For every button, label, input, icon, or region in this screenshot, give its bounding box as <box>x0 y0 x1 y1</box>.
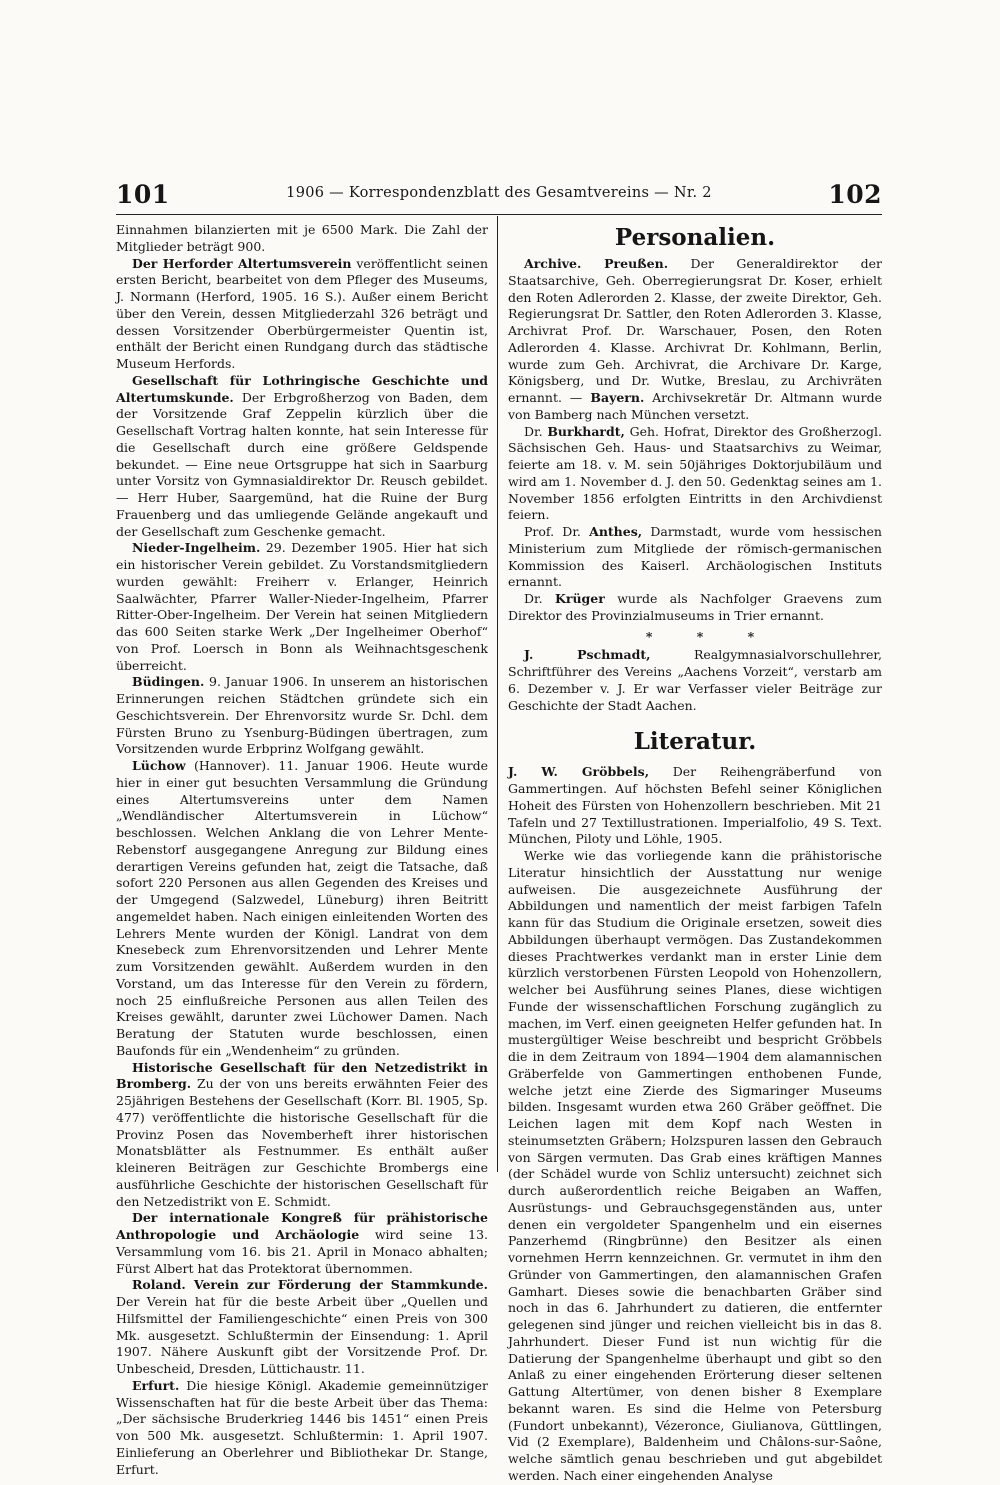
paragraph: Lüchow (Hannover). 11. Januar 1906. Heute wurde hier in einer gut besuchten Versammlung die Gründung eines Altertumsvereins unter dem Namen „Wendländischer Altertumsverein in Lüchow“ beschlossen. Welchen Anklang die von Lehrer Mente-Rebenstorf ausgegangene Anregung zur Bildung eines derartigen Vereins gefunden hat, zeigt die Tatsache, daß sofort 220 Personen aus allen Gegenden des Kreises und der Umgegend (Salzwedel, Lüneburg) ihren Beitritt angemeldet haben. Nach einigen einleitenden Worten des Lehrers Mente wurden der Königl. Landrat von dem Knesebeck zum Ehrenvorsitzenden und Lehrer Mente zum Vorsitzenden gewählt. Außerdem wurden in den Vorstand, um das Interesse für den Verein zu fördern, noch 25 einflußreiche Personen aus allen Teilen des Kreises gewählt, darunter zwei Lüchower Damen. Nach Beratung der Statuten wurde beschlossen, einen Baufonds für ein „Wendenheim“ zu gründen. <box>116 758 488 1058</box>
paragraph: J. W. Gröbbels, Der Reihengräberfund von Gammertingen. Auf höchsten Befehl seiner Königlichen Hoheit des Fürsten von Hohenzollern beschrieben. Mit 21 Tafeln und 27 Textillustrationen. Imperialfolio, 49 S. Text. München, Piloty und Löhle, 1905. <box>508 764 882 847</box>
paragraph-lead: Lüchow <box>132 758 186 773</box>
paragraph: Der internationale Kongreß für prähistorische Anthropologie und Archäologie wird seine 13. Versammlung vom 16. bis 21. April in Monaco abhalten; Fürst Albert hat das Protektorat übernommen. <box>116 1210 488 1276</box>
paragraph: Roland. Verein zur Förderung der Stammkunde. Der Verein hat für die beste Arbeit über „Quellen und Hilfsmittel der Familiengeschichte“ einen Preis von 300 Mk. ausgesetzt. Schlußtermin der Einsendung: 1. April 1907. Nähere Auskunft gibt der Vorsitzende Prof. Dr. Unbescheid, Dresden, Lüttichaustr. 11. <box>116 1277 488 1376</box>
paragraph-lead: Historische Gesellschaft für den Netzedistrikt in Bromberg. <box>116 1059 488 1092</box>
right-column <box>508 222 882 1485</box>
header-title: 1906 — Korrespondenzblatt des Gesamtvereins — Nr. 2 <box>286 185 712 201</box>
paragraph: Prof. Dr. Anthes, Darmstadt, wurde vom hessischen Ministerium zum Mitgliede der römisch-germanischen Kommission des Kaiserl. Archäologischen Instituts ernannt. <box>508 524 882 590</box>
paragraph: Büdingen. 9. Januar 1906. In unserem an historischen Erinnerungen reichen Städtchen gründete sich ein Geschichtsverein. Der Ehrenvorsitz wurde Sr. Dchl. dem Fürsten Bruno zu Ysenburg-Büdingen übertragen, zum Vorsitzenden wurde Erbprinz Wolfgang gewählt. <box>116 674 488 757</box>
section-heading-personalien: Personalien. <box>614 224 776 251</box>
section-separator: * * * <box>645 628 775 644</box>
paragraph: Historische Gesellschaft für den Netzedistrikt in Bromberg. Zu der von uns bereits erwähnten Feier des 25jährigen Bestehens der Gesellschaft (Korr. Bl. 1905, Sp. 477) veröffentlichte die historische Gesellschaft für die Provinz Posen das Novemberheft ihrer historischen Monatsblätter als Festnummer. Es enthält außer kleineren Beiträgen zur Geschichte Brombergs eine ausführliche Geschichte der historischen Gesellschaft für den Netzedistrikt von E. Schmidt. <box>116 1059 488 1209</box>
paragraph: Werke wie das vorliegende kann die prähistorische Literatur hinsichtlich der Ausstattung nur wenige aufweisen. Die ausgezeichnete Ausführung der Abbildungen und namentlich der meist farbigen Tafeln kann für das Studium die Originale ersetzen, soweit dies Abbildungen überhaupt vermögen. Das Zustandekommen dieses Prachtwerkes verdankt man in erster Linie dem kürzlich verstorbenen Fürsten Leopold von Hohenzollern, welcher bei Ausführung seines Planes, diese wichtigen Funde der wissenschaftlichen Forschung zugänglich zu machen, im Verf. einen geeigneten Helfer gefunden hat. In mustergültiger Weise beschreibt und bespricht Gröbbels die in dem Zeitraum von 1894—1904 dem alamannischen Gräberfelde von Gammertingen enthobenen Funde, welche jetzt eine Zierde des Sigmaringer Museums bilden. Insgesamt wurden etwa 260 Gräber geöffnet. Die Leichen lagen mit dem Kopf nach Westen in steinumsetzten Gräbern; Holzspuren lassen den Gebrauch von Särgen vermuten. Das Grab eines kräftigen Mannes (der Schädel wurde von Schliz untersucht) zeichnet sich durch außerordentlich reiche Beigaben an Waffen, Ausrüstungs- und Gebrauchsgegenständen aus, unter denen ein vergoldeter Spangenhelm und ein eisernes Panzerhemd (Ringbrünne) den Besitzer als einen vornehmen Herrn kennzeichnen. Gr. vermutet in ihm den Gründer von Gammertingen, den alamannischen Grafen Gamhart. Dieses sowie die benachbarten Gräber sind noch in das 6. Jahrhundert zu datieren, die entfernter gelegenen sind jünger und reichen vielleicht bis in das 8. Jahrhundert. Dieser Fund ist nun wichtig für die Datierung der Spangenhelme überhaupt und gibt so den Anlaß zu einer eingehenden Erörterung dieser seltenen Gattung Altertümer, von denen bisher 8 Exemplare bekannt waren. Es sind die Helme von Petersburg (Fundort unbekannt), Vézeronce, Giulianova, Güttlingen, Vid (2 Exemplare), Baldenheim und Châlons-sur-Saône, welche sämtlich genau beschrieben und gut abgebildet werden. Nach einer eingehenden Analyse <box>508 848 882 1483</box>
paragraph-lead: Der Herforder Altertumsverein <box>132 255 352 271</box>
paragraph: Archive. Preußen. Der Generaldirektor der Staatsarchive, Geh. Oberregierungsrat Dr. Koser, erhielt den Roten Adlerorden 2. Klasse, der zweite Direktor, Geh. Regierungsrat Dr. Sattler, den Roten Adlerorden 3. Klasse, Archivrat Prof. Dr. Warschauer, Posen, den Roten Adlerorden 4. Klasse. Archivrat Dr. Kohlmann, Berlin, wurde zum Geh. Archivrat, die Archivare Dr. Karge, Königsberg, und Dr. Wutke, Breslau, zu Archivräten ernannt. — Bayern. Archivsekretär Dr. Altmann wurde von Bamberg nach München versetzt. <box>508 256 882 422</box>
paragraph-lead: Archive. Preußen. <box>524 256 669 271</box>
paragraph: Gesellschaft für Lothringische Geschichte und Altertumskunde. Der Erbgroßherzog von Baden, dem der Vorsitzende Graf Zeppelin kürzlich über die Gesellschaft Vortrag halten konnte, hat sein Interesse für die Gesellschaft durch eine größere Geldspende bekundet. — Eine neue Ortsgruppe hat sich in Saarburg unter Vorsitz von Gymnasialdirektor Dr. Reusch gebildet. — Herr Huber, Saargemünd, hat die Ruine der Burg Frauenberg und das umliegende Gelände angekauft und der Gesellschaft zum Geschenke gemacht. <box>116 372 488 539</box>
paragraph: Dr. Burkhardt, Geh. Hofrat, Direktor des Großherzogl. Sächsischen Geh. Haus- und Staatsarchivs zu Weimar, feierte am 18. v. M. sein 50jähriges Doktorjubiläum und wird am 1. November d. J. den 50. Gedenktag seines am 1. November 1856 erfolgten Eintritts in den Archivdienst feiern. <box>508 423 882 523</box>
header-rule <box>116 214 882 215</box>
paragraph-lead: Krüger <box>555 591 605 606</box>
paragraph-lead: Anthes, <box>589 524 643 539</box>
paragraph-lead: J. W. Gröbbels, <box>508 764 650 780</box>
paragraph: Dr. Krüger wurde als Nachfolger Graevens zum Direktor des Provinzialmuseums in Trier ernannt. <box>508 591 882 623</box>
left-column <box>116 222 488 1478</box>
section-heading-literatur: Literatur. <box>633 728 757 756</box>
page-number-right: 102 <box>828 180 882 209</box>
running-header <box>116 180 882 214</box>
column-divider <box>497 216 498 1172</box>
page-number-left: 101 <box>116 180 170 209</box>
paragraph: Einnahmen bilanzierten mit je 6500 Mark. Die Zahl der Mitglieder beträgt 900. <box>116 222 488 254</box>
paragraph: Der Herforder Altertumsverein veröffentlicht seinen ersten Bericht, bearbeitet von dem Pfleger des Museums, J. Normann (Herford, 1905. 16 S.). Außer einem Bericht über den Verein, dessen Mitgliederzahl 326 beträgt und dessen Vorsitzender Oberbürgermeister Quentin ist, enthält der Bericht einen Rundgang durch das städtische Museum Herfords. <box>116 255 488 371</box>
paragraph-lead: Büdingen. <box>132 674 205 690</box>
paragraph: Erfurt. Die hiesige Königl. Akademie gemeinnütziger Wissenschaften hat für die beste Arbeit über das Thema: „Der sächsische Bruderkrieg 1446 bis 1451“ einen Preis von 500 Mk. ausgesetzt. Schlußtermin: 1. April 1907. Einlieferung an Oberlehrer und Bibliothekar Dr. Stange, Erfurt. <box>116 1377 488 1477</box>
paragraph-lead: Der internationale Kongreß für prähistorische Anthropologie und Archäologie <box>116 1210 488 1242</box>
paragraph-lead: Gesellschaft für Lothringische Geschichte und Altertumskunde. <box>116 372 488 405</box>
paragraph-lead: J. Pschmadt, <box>524 647 651 663</box>
paragraph-lead: Burkhardt, <box>547 423 625 439</box>
paragraph-lead: Roland. Verein zur Förderung der Stammkunde. <box>132 1277 488 1293</box>
paragraph: J. Pschmadt, Realgymnasialvorschullehrer, Schriftführer des Vereins „Aachens Vorzeit“, verstarb am 6. Dezember v. J. Er war Verfasser vieler Beiträge zur Geschichte der Stadt Aachen. <box>508 647 882 713</box>
paragraph-lead: Erfurt. <box>132 1377 180 1393</box>
paragraph: Nieder-Ingelheim. 29. Dezember 1905. Hier hat sich ein historischer Verein gebildet. Zu Vorstandsmitgliedern wurden gewählt: Freiherr v. Erlanger, Heinrich Saalwächter, Pfarrer Waller-Nieder-Ingelheim, Pfarrer Ritter-Ober-Ingelheim. Der Verein hat seinen Mitgliedern das 600 Seiten starke Werk „Der Ingelheimer Oberhof“ von Prof. Loersch in Bonn als Weihnachtsgeschenk überreicht. <box>116 540 488 673</box>
paragraph-lead: Nieder-Ingelheim. <box>132 540 261 556</box>
